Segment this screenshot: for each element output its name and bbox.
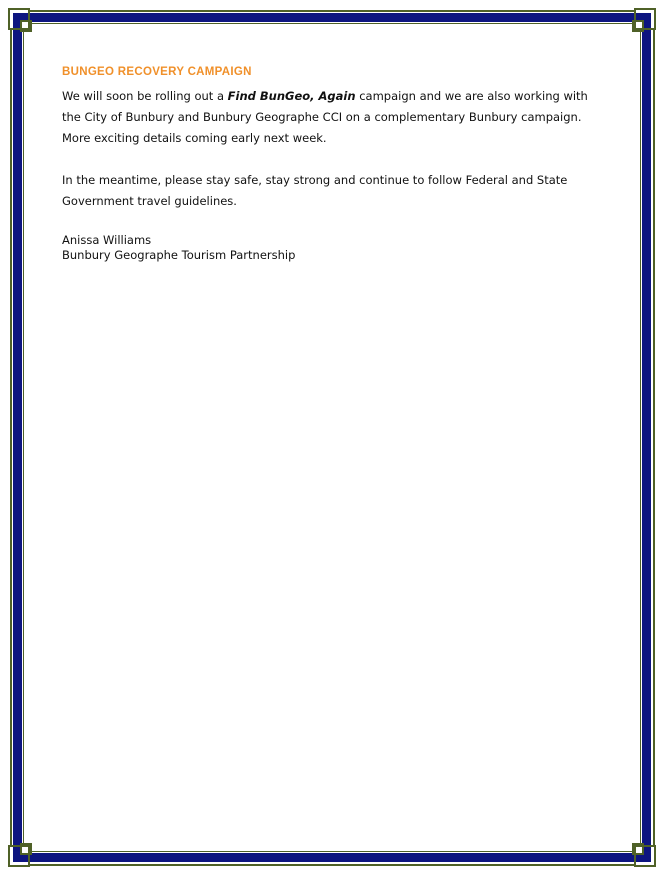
border-inner-top <box>30 23 634 24</box>
corner-ornament-top-left-inner <box>20 20 32 32</box>
border-inner-left <box>23 30 24 845</box>
border-outer-left <box>10 30 12 845</box>
signature-name: Anissa Williams <box>62 233 152 247</box>
corner-ornament-bottom-left-inner <box>20 843 32 855</box>
border-outer-bottom <box>30 864 634 866</box>
campaign-name: Find BunGeo, Again <box>227 89 356 103</box>
safety-paragraph: In the meantime, please stay safe, stay strong and continue to follow Federal and State Government travel guidelines. <box>62 173 568 208</box>
border-outer-top <box>30 10 634 12</box>
signature-organization: Bunbury Geographe Tourism Partnership <box>62 248 296 262</box>
border-inner-bottom <box>30 851 634 852</box>
border-left <box>13 13 22 862</box>
corner-ornament-bottom-right-inner <box>632 843 644 855</box>
border-top <box>13 13 651 22</box>
document-body <box>62 65 602 263</box>
campaign-paragraph <box>62 86 602 149</box>
border-outer-right <box>653 30 655 845</box>
campaign-text-before: We will soon be rolling out a <box>62 89 228 103</box>
border-inner-right <box>640 30 641 845</box>
section-heading: BUNGEO RECOVERY CAMPAIGN <box>62 66 252 78</box>
campaign-text-after: campaign and we are also working with the City of Bunbury and Bunbury Geographe CCI on a complementary Bunbury campaign. More exciting details coming early next week. <box>62 89 588 145</box>
border-bottom <box>13 853 651 862</box>
corner-ornament-top-right-inner <box>632 20 644 32</box>
border-right <box>642 13 651 862</box>
